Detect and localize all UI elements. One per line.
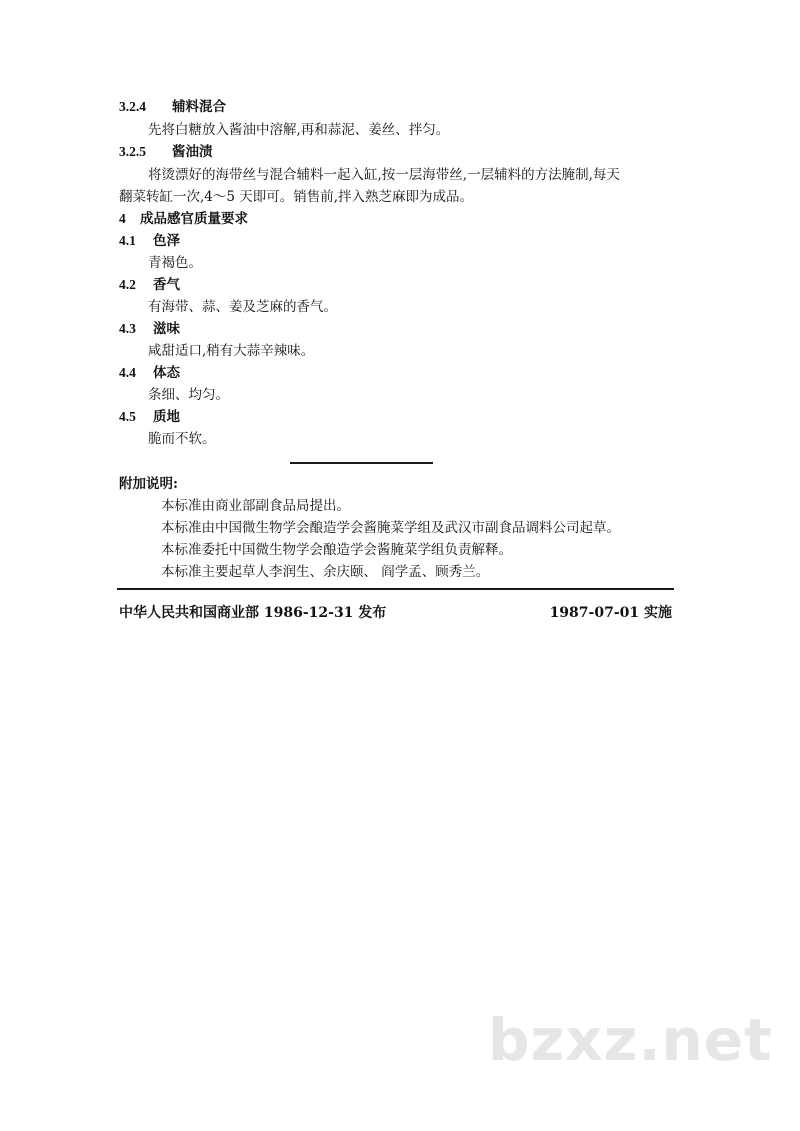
footer-divider [117,588,674,590]
section-number: 4 [119,211,126,226]
section-4-2-body: 有海带、蒜、姜及芝麻的香气。 [148,299,337,315]
section-number: 4.1 [119,233,136,248]
section-title: 香气 [153,277,180,293]
section-3-2-5-body-line1: 将烫漂好的海带丝与混合辅料一起入缸,按一层海带丝,一层辅料的方法腌制,每天 [148,167,620,183]
section-number: 4.3 [119,321,136,336]
section-title: 辅料混合 [172,99,226,115]
section-title: 滋味 [153,321,180,337]
issue-date: 中华人民共和国商业部 1986-12-31 发布 [119,605,387,621]
section-number: 4.4 [119,365,136,380]
section-3-2-5-body-line2: 翻菜转缸一次,4～5 天即可。销售前,拌入熟芝麻即为成品。 [119,189,474,205]
section-number: 4.5 [119,409,136,424]
section-number: 3.2.5 [119,144,146,159]
section-title: 质地 [153,409,180,425]
notes-line-1: 本标准由商业部副食品局提出。 [161,498,350,514]
section-4-5-heading [119,408,180,426]
notes-line-3: 本标准委托中国微生物学会酿造学会酱腌菜学组负责解释。 [161,542,512,558]
section-4-heading [119,210,248,228]
end-divider [290,462,433,464]
section-4-1-body: 青褐色。 [148,255,202,271]
section-title: 酱油渍 [172,144,213,160]
section-4-5-body: 脆而不软。 [148,431,216,447]
section-4-4-body: 条细、均匀。 [148,387,229,403]
section-4-4-heading [119,364,180,382]
section-4-3-heading [119,320,180,338]
section-3-2-4-heading [119,98,226,116]
notes-heading: 附加说明: [119,476,178,492]
section-4-3-body: 咸甜适口,稍有大蒜辛辣味。 [148,343,315,359]
effective-date: 1987-07-01 实施 [549,605,672,621]
section-3-2-5-heading [119,143,213,161]
section-number: 3.2.4 [119,99,146,114]
section-4-1-heading [119,232,180,250]
section-4-2-heading [119,276,180,294]
section-number: 4.2 [119,277,136,292]
section-title: 色泽 [153,233,180,249]
notes-line-2: 本标准由中国微生物学会酿造学会酱腌菜学组及武汉市副食品调料公司起草。 [161,520,620,536]
section-title: 体态 [153,365,180,381]
notes-line-4: 本标准主要起草人李润生、余庆颐、 阎学孟、顾秀兰。 [161,564,490,580]
watermark: bzxz.net [488,1006,773,1074]
section-3-2-4-body: 先将白糖放入酱油中溶解,再和蒜泥、姜丝、拌匀。 [148,122,450,138]
section-title: 成品感官质量要求 [140,211,248,227]
